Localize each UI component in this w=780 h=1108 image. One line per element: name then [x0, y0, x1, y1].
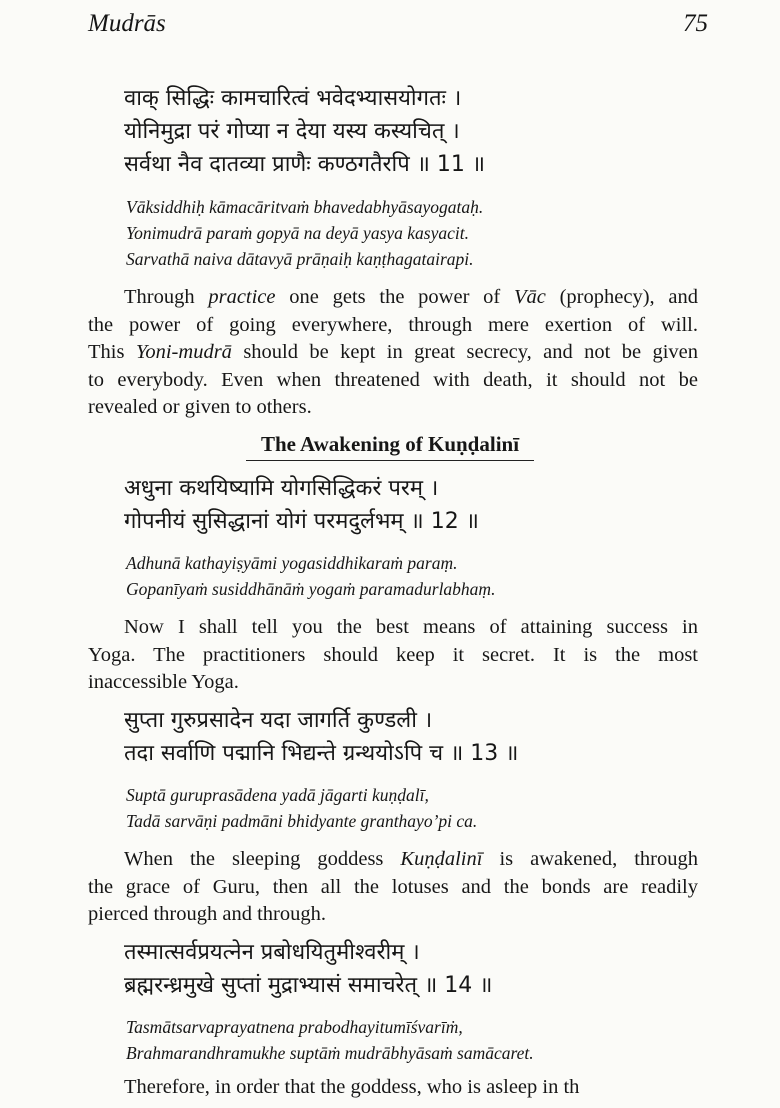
prose-line: Now I shall tell you the best means of attaining success in [124, 616, 698, 638]
prose-line: the power of going everywhere, through mere exertion of will. [88, 313, 698, 336]
paragraph-3 [88, 846, 698, 929]
translit-line: Brahmarandhramukhe suptāṁ mudrābhyāsaṁ samācaret. [126, 1043, 534, 1063]
translit-line: Gopanīyaṁ susiddhānāṁ yogaṁ paramadurlabhaṃ. [126, 579, 496, 599]
page-number: 75 [683, 10, 708, 37]
translit-line: Yonimudrā paraṁ gopyā na deyā yasya kasyacit. [126, 223, 469, 243]
paragraph-2 [88, 614, 698, 697]
verse-line: ब्रह्मरन्ध्रमुखे सुप्तां मुद्राभ्यासं समाचरेत् ॥ 14 ॥ [124, 973, 493, 998]
verse-11-sanskrit [124, 82, 485, 181]
verse-line: अधुना कथयिष्यामि योगसिद्धिकरं परम् । [124, 476, 439, 501]
prose-line: the grace of Guru, then all the lotuses and the bonds are readily [88, 875, 698, 898]
verse-12-transliteration [126, 550, 495, 602]
paragraph-4 [88, 1074, 698, 1102]
prose-line: to everybody. Even when threatened with death, it should not be [88, 368, 698, 391]
translit-line: Tasmātsarvaprayatnena prabodhayitumīśvarīṁ, [126, 1017, 463, 1037]
translit-line: Tadā sarvāṇi padmāni bhidyante granthayo’pi ca. [126, 811, 478, 831]
verse-14-transliteration [126, 1014, 534, 1066]
translit-line: Adhunā kathayiṣyāmi yogasiddhikaraṁ paraṃ. [126, 553, 458, 573]
verse-13-sanskrit [124, 704, 518, 770]
running-title: Mudrās [88, 10, 166, 37]
prose-line: Therefore, in order that the goddess, who is asleep in th [124, 1076, 580, 1098]
verse-line: सर्वथा नैव दातव्या प्राणैः कण्ठगतैरपि ॥ 11 ॥ [124, 152, 486, 177]
verse-line: तदा सर्वाणि पद्मानि भिद्यन्ते ग्रन्थयोऽपि च ॥ 13 ॥ [124, 741, 519, 766]
verse-line: वाक् सिद्धिः कामचारित्वं भवेदभ्यासयोगतः । [124, 86, 462, 111]
verse-12-sanskrit [124, 472, 479, 538]
prose-line: When the sleeping goddess Kuṇḍalinī is awakened, through [124, 848, 698, 870]
translit-line: Sarvathā naiva dātavyā prāṇaiḥ kaṇṭhagatairapi. [126, 249, 474, 269]
verse-line: सुप्ता गुरुप्रसादेन यदा जागर्ति कुण्डली । [124, 708, 433, 733]
paragraph-1 [88, 284, 698, 422]
prose-line: Yoga. The practitioners should keep it secret. It is the most [88, 643, 698, 666]
prose-line: inaccessible Yoga. [88, 671, 239, 693]
translit-line: Suptā guruprasādena yadā jāgarti kuṇḍalī, [126, 785, 429, 805]
translit-line: Vāksiddhiḥ kāmacāritvaṁ bhavedabhyāsayogataḥ. [126, 197, 484, 217]
verse-line: गोपनीयं सुसिद्धानां योगं परमदुर्लभम् ॥ 12 ॥ [124, 509, 479, 534]
verse-line: योनिमुद्रा परं गोप्या न देया यस्य कस्यचित् । [124, 119, 460, 144]
prose-line: Through practice one gets the power of Vāc (prophecy), and [124, 286, 698, 308]
page-header [88, 10, 708, 42]
verse-line: तस्मात्सर्वप्रयत्नेन प्रबोधयितुमीश्वरीम् । [124, 940, 420, 965]
prose-line: This Yoni-mudrā should be kept in great secrecy, and not be given [88, 341, 698, 363]
prose-line: pierced through and through. [88, 903, 326, 925]
verse-14-sanskrit [124, 936, 492, 1002]
verse-13-transliteration [126, 782, 477, 834]
verse-11-transliteration [126, 194, 483, 272]
section-heading: The Awakening of Kuṇḍalinī [246, 432, 534, 461]
prose-line: revealed or given to others. [88, 396, 312, 418]
